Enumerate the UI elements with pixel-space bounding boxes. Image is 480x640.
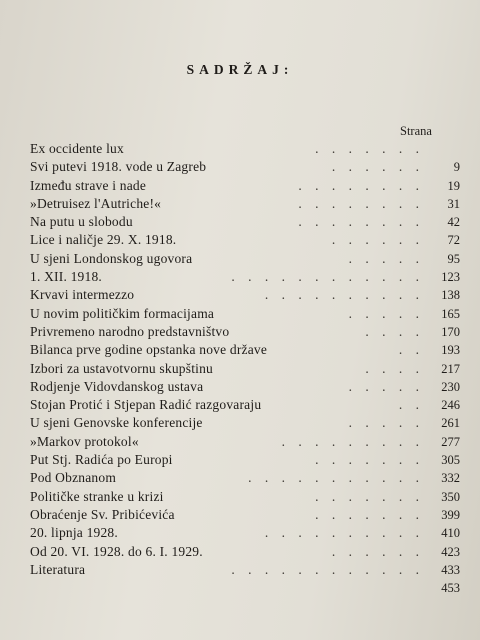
toc-leader-dots: . . . . . bbox=[348, 415, 424, 431]
toc-leader-dots: . . . . . . . . . . . bbox=[248, 470, 424, 486]
toc-leader-dots: . . . . . . bbox=[331, 232, 424, 248]
toc-entry-title: Političke stranke u krizi bbox=[30, 488, 164, 504]
toc-leader-dots: . . . . . . . . . bbox=[281, 433, 424, 449]
toc-entry-title: Bilanca prve godine opstanka nove države bbox=[30, 342, 268, 358]
toc-entry-title: Lice i naličje 29. X. 1918. bbox=[30, 232, 177, 248]
toc-entry-title: U novim političkim formacijama bbox=[30, 305, 215, 321]
toc-entry-page: 123 bbox=[441, 270, 460, 285]
toc-entry-page: 261 bbox=[441, 416, 460, 431]
toc-leader-dots: . . . . . . bbox=[331, 159, 424, 175]
toc-entry bbox=[30, 378, 460, 396]
toc-leader-dots: . . . . . . . . . . . . bbox=[231, 269, 424, 285]
toc-entry bbox=[30, 561, 460, 579]
toc-leader-dots: . . . . . . . bbox=[315, 141, 424, 156]
toc-leader-dots: . . . . . bbox=[348, 305, 424, 321]
toc-entry bbox=[30, 396, 460, 414]
toc-entry bbox=[30, 543, 460, 561]
toc-entry bbox=[30, 177, 460, 195]
toc-entry-page: 399 bbox=[441, 507, 460, 522]
toc-entry-title: Obraćenje Sv. Pribićevića bbox=[30, 506, 175, 522]
toc-leader-dots: . . . . . bbox=[348, 378, 424, 394]
toc-entry bbox=[30, 305, 460, 323]
toc-entry bbox=[30, 268, 460, 286]
toc-entry-page: 305 bbox=[441, 453, 460, 468]
toc-entry bbox=[30, 360, 460, 378]
toc-leader-dots: . . . . . . . . bbox=[298, 195, 424, 211]
toc-leader-dots: . . . . . . . . bbox=[298, 214, 424, 230]
toc-entry-page: 453 bbox=[441, 581, 460, 596]
toc-leader-dots: . . . . . . . . . . bbox=[264, 287, 424, 303]
toc-entry bbox=[30, 341, 460, 359]
toc-entry-title: Privremeno narodno predstavništvo bbox=[30, 323, 230, 339]
toc-entry-title: Ex occidente lux bbox=[30, 141, 124, 156]
toc-entry-page: 95 bbox=[447, 251, 460, 266]
toc-leader-dots: . . . . . . . . bbox=[298, 177, 424, 193]
toc-entry-title: Put Stj. Radića po Europi bbox=[30, 452, 173, 468]
toc-entry-title: Od 20. VI. 1928. do 6. I. 1929. bbox=[30, 543, 203, 559]
toc-leader-dots: . . . . . . . . . . bbox=[264, 525, 424, 541]
toc-entry-page: 138 bbox=[441, 288, 460, 303]
toc-entry-title: Svi putevi 1918. vode u Zagreb bbox=[30, 159, 207, 175]
toc-entry-page: 19 bbox=[447, 178, 460, 193]
page-column-label: Strana bbox=[400, 124, 432, 138]
toc-entry bbox=[30, 195, 460, 213]
toc-entry bbox=[30, 433, 460, 451]
toc-entry bbox=[30, 286, 460, 304]
toc-entry bbox=[30, 451, 460, 469]
toc-entry-title: Pod Obznanom bbox=[30, 470, 117, 486]
toc-entry-title: Na putu u slobodu bbox=[30, 214, 133, 230]
toc-entry-title: 20. lipnja 1928. bbox=[30, 525, 118, 541]
toc-entry-page: 165 bbox=[441, 306, 460, 321]
toc-entry-page: 72 bbox=[447, 233, 460, 248]
toc-entry-title: Stojan Protić i Stjepan Radić razgovaraju bbox=[30, 397, 262, 413]
toc-leader-dots: . . . . . bbox=[348, 250, 424, 266]
toc-entry-page: 277 bbox=[441, 434, 460, 449]
toc-entry-page: 193 bbox=[441, 343, 460, 358]
toc-entry bbox=[30, 140, 460, 158]
toc-entry bbox=[30, 524, 460, 542]
toc-entry-title: Literatura bbox=[30, 561, 86, 577]
toc-leader-dots: . . . . . . . bbox=[315, 506, 424, 522]
toc-entry-page: 230 bbox=[441, 379, 460, 394]
toc-entry bbox=[30, 213, 460, 231]
toc-entry-page: 42 bbox=[447, 215, 460, 230]
toc-entry-title: »Markov protokol« bbox=[30, 433, 139, 449]
toc-leader-dots: . . . . . . . bbox=[315, 452, 424, 468]
toc-entry-page: 410 bbox=[441, 526, 460, 541]
toc-leader-dots: . . . . bbox=[365, 360, 424, 376]
toc-entry-title: U sjeni Genovske konferencije bbox=[30, 415, 203, 431]
toc-entry-page: 423 bbox=[441, 544, 460, 559]
toc-entry-title: Izbori za ustavotvornu skupštinu bbox=[30, 360, 213, 376]
toc-entry bbox=[30, 469, 460, 487]
toc-entry-page: 350 bbox=[441, 489, 460, 504]
toc-entry-title: Krvavi intermezzo bbox=[30, 287, 135, 303]
toc-entry bbox=[30, 488, 460, 506]
toc-entry-page: 433 bbox=[441, 562, 460, 577]
toc-entry-title: Između strave i nade bbox=[30, 177, 147, 193]
toc-entry-page: 332 bbox=[441, 471, 460, 486]
toc-entry bbox=[30, 158, 460, 176]
toc-heading: SADRŽAJ: bbox=[186, 62, 294, 77]
toc-entry-page: 217 bbox=[441, 361, 460, 376]
toc-entry-page: 170 bbox=[441, 324, 460, 339]
toc-entry-page: 31 bbox=[447, 196, 460, 211]
toc-entry-page: 246 bbox=[441, 398, 460, 413]
toc-entry-title: U sjeni Londonskog ugovora bbox=[30, 250, 193, 266]
toc-entry-title: 1. XII. 1918. bbox=[30, 269, 102, 285]
toc-leader-dots: . . . . bbox=[365, 323, 424, 339]
toc-leader-dots: . . . . . . bbox=[331, 543, 424, 559]
toc-leader-dots: . . bbox=[398, 397, 424, 413]
toc-entry bbox=[30, 323, 460, 341]
toc-entry-title: »Detruisez l'Autriche!« bbox=[30, 195, 162, 211]
table-of-contents bbox=[30, 140, 460, 597]
toc-entry-title: Rodjenje Vidovdanskog ustava bbox=[30, 378, 204, 394]
toc-entry bbox=[30, 414, 460, 432]
toc-trailing-row bbox=[30, 579, 460, 597]
toc-entry bbox=[30, 506, 460, 524]
toc-entry-page: 9 bbox=[453, 160, 460, 175]
toc-entry bbox=[30, 250, 460, 268]
toc-leader-dots: . . . . . . . . . . . . bbox=[231, 561, 424, 577]
toc-entry bbox=[30, 231, 460, 249]
toc-leader-dots: . . bbox=[398, 342, 424, 358]
toc-leader-dots: . . . . . . . bbox=[315, 488, 424, 504]
